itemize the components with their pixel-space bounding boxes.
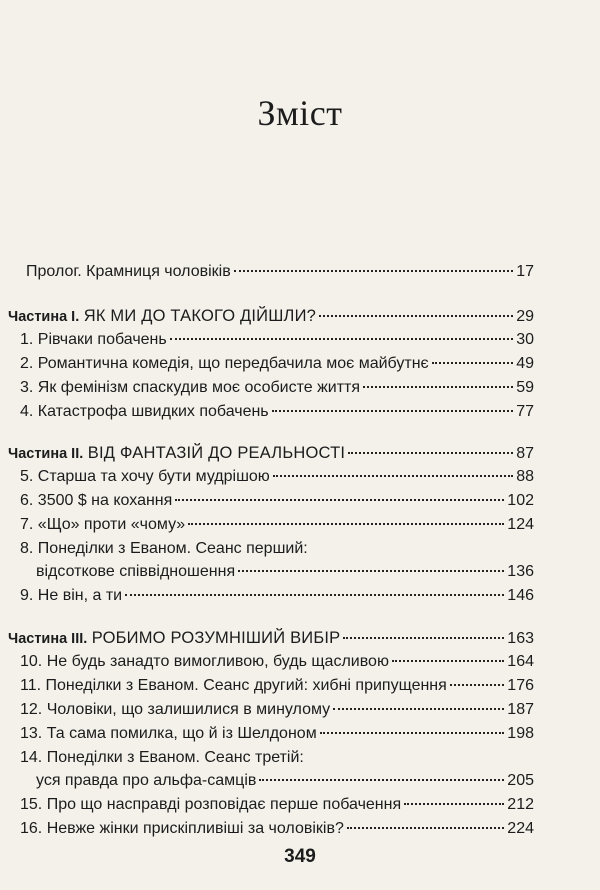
dot-leader (348, 452, 513, 454)
dot-leader (273, 475, 513, 477)
toc-entry-continued (36, 771, 534, 791)
entry-page: 224 (507, 820, 534, 837)
dot-leader (347, 827, 504, 829)
entry-page: 87 (516, 445, 534, 462)
toc-entry (20, 724, 534, 744)
part-label: Частина II. (8, 446, 84, 462)
entry-page: 176 (507, 677, 534, 694)
dot-leader (450, 684, 505, 686)
entry-page: 49 (516, 355, 534, 372)
toc-entry (20, 402, 534, 422)
toc-entry (20, 467, 534, 487)
dot-leader (319, 315, 513, 317)
entry-page: 146 (507, 587, 534, 604)
toc-entry (20, 676, 534, 696)
dot-leader (320, 732, 505, 734)
toc-part-1 (8, 306, 534, 327)
dot-leader (363, 386, 513, 388)
entry-label: 11. Понеділки з Еваном. Сеанс другий: хибні припущення (20, 677, 447, 694)
part-title: ЯК МИ ДО ТАКОГО ДІЙШЛИ? (83, 307, 317, 325)
entry-page: 29 (516, 308, 534, 325)
dot-leader (238, 570, 504, 572)
entry-label: 9. Не він, а ти (20, 587, 123, 604)
entry-label: 10. Не будь занадто вимогливою, будь щасливою (20, 653, 389, 670)
toc-entry (20, 491, 534, 511)
entry-page: 59 (516, 379, 534, 396)
entry-label: 7. «Що» проти «чому» (20, 516, 186, 533)
page-title: Зміст (257, 93, 343, 133)
dot-leader (404, 803, 504, 805)
entry-label: 2. Романтична комедія, що передбачила моє майбутнє (20, 355, 429, 372)
part-label: Частина III. (8, 631, 88, 647)
toc-entry (20, 700, 534, 720)
toc-entry (20, 515, 534, 535)
entry-label: 5. Старша та хочу бути мудрішою (20, 468, 270, 485)
entry-page: 187 (507, 701, 534, 718)
entry-page: 77 (516, 403, 534, 420)
toc-entry (20, 652, 534, 672)
entry-page: 17 (516, 263, 534, 280)
part-title: ВІД ФАНТАЗІЙ ДО РЕАЛЬНОСТІ (87, 444, 346, 462)
toc-entry (20, 819, 534, 839)
entry-label: 4. Катастрофа швидких побачень (20, 403, 269, 420)
entry-label: 8. Понеділки з Еваном. Сеанс перший: (20, 540, 308, 557)
entry-page: 164 (507, 653, 534, 670)
toc-entry-prologue (26, 262, 534, 282)
toc-entry (20, 354, 534, 374)
entry-page: 212 (507, 796, 534, 813)
entry-page: 30 (516, 331, 534, 348)
entry-page: 102 (507, 492, 534, 509)
toc-entry (20, 378, 534, 398)
entry-label: 3. Як фемінізм спаскудив моє особисте життя (20, 379, 361, 396)
toc-entry (20, 795, 534, 815)
toc-entry (20, 748, 534, 768)
toc-entry-continued (36, 562, 534, 582)
dot-leader (333, 708, 504, 710)
entry-label: 13. Та сама помилка, що й із Шелдоном (20, 725, 317, 742)
dot-leader (259, 779, 504, 781)
entry-label-continued: відсоткове співвідношення (36, 563, 236, 580)
dot-leader (125, 594, 504, 596)
toc-entry (20, 330, 534, 350)
dot-leader (175, 499, 504, 501)
dot-leader (234, 270, 514, 272)
toc-entry (20, 539, 534, 559)
dot-leader (272, 410, 514, 412)
entry-label: 6. 3500 $ на кохання (20, 492, 173, 509)
toc-entry (20, 586, 534, 606)
entry-page: 205 (507, 772, 534, 789)
part-title: РОБИМО РОЗУМНІШИЙ ВИБІР (91, 629, 341, 647)
dot-leader (432, 362, 514, 364)
entry-page: 198 (507, 725, 534, 742)
entry-label: 12. Чоловіки, що залишилися в минулому (20, 701, 331, 718)
entry-page: 124 (507, 516, 534, 533)
entry-label: 14. Понеділки з Еваном. Сеанс третій: (20, 749, 304, 766)
entry-label: 15. Про що насправді розповідає перше побачення (20, 796, 402, 813)
toc-part-3 (8, 628, 534, 649)
entry-label-continued: уся правда про альфа-самців (36, 772, 257, 789)
dot-leader (188, 523, 504, 525)
entry-label: 1. Рівчаки побачень (20, 331, 167, 348)
dot-leader (343, 637, 504, 639)
dot-leader (392, 660, 504, 662)
entry-page: 136 (507, 563, 534, 580)
dot-leader (170, 338, 513, 340)
entry-label: 16. Невже жінки прискіпливіші за чоловіків? (20, 820, 344, 837)
part-label: Частина I. (8, 309, 80, 325)
entry-page: 88 (516, 468, 534, 485)
entry-label: Пролог. Крамниця чоловіків (26, 263, 231, 280)
entry-page: 163 (507, 630, 534, 647)
page-number: 349 (284, 846, 316, 867)
toc-part-2 (8, 443, 534, 464)
